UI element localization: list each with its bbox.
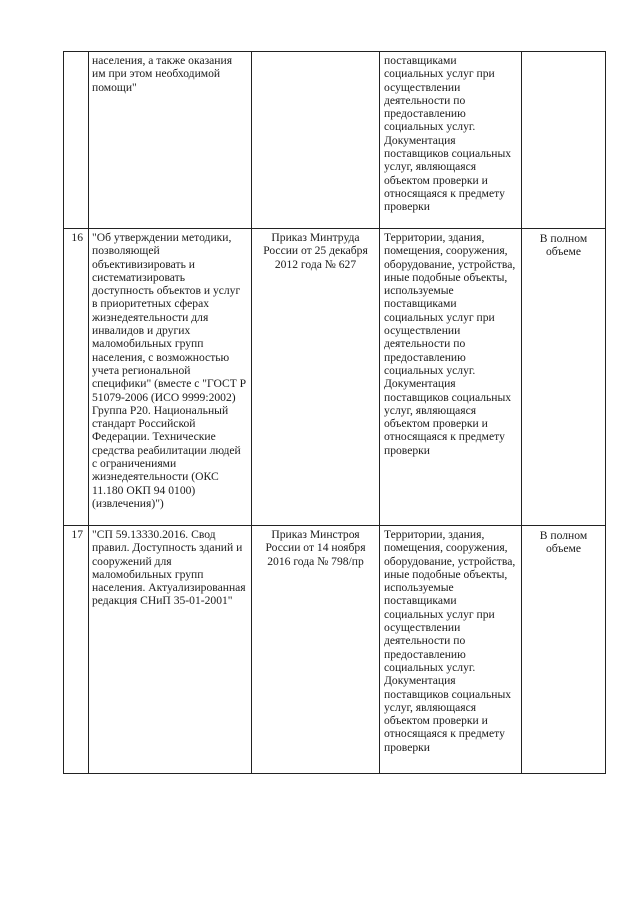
- inspection-objects-cell: [380, 52, 522, 229]
- document-title-cell: [89, 52, 252, 229]
- inspection-objects-cell: [380, 229, 522, 526]
- scope: В полном объеме: [539, 529, 588, 556]
- row-number: 16: [64, 229, 89, 526]
- scope: В полном объеме: [539, 232, 588, 259]
- approving-act: Приказ Минтруда России от 25 декабря 2012 года № 627: [263, 231, 368, 271]
- document-title-cell: [89, 229, 252, 526]
- table-row: [64, 229, 606, 526]
- inspection-objects: Территории, здания, помещения, сооружения, оборудование, устройства, иные подобные объекты, используемые поставщиками социальных услуг при осуществлении деятельности по предоставлению социальных услуг. Документация поставщиков социальных услуг, являющаяся объектом проверки и относящаяся к предмету проверки: [384, 231, 516, 457]
- approving-act-cell: [252, 52, 380, 229]
- scope-cell: [522, 229, 606, 526]
- row-number: [64, 52, 89, 229]
- scope-cell: [522, 526, 606, 774]
- document-title: "Об утверждении методики, позволяющей объективизировать и систематизировать доступность объектов и услуг в приоритетных сферах жизнедеятельности для инвалидов и других маломобильных групп населения, с возможностью учета региональной специфики" (вместе с "ГОСТ Р 51079-2006 (ИСО 9999:2002) Группа Р20. Национальный стандарт Российской Федерации. Технические средства реабилитации людей с ограничениями жизнедеятельности (ОКС 11.180 ОКП 94 0100) (извлечения)"): [92, 231, 247, 510]
- approving-act-cell: [252, 229, 380, 526]
- inspection-objects: поставщиками социальных услуг при осуществлении деятельности по предоставлению социальных услуг. Документация поставщиков социальных услуг, являющаяся объектом проверки и относящаяся к предмету проверки: [384, 54, 512, 214]
- inspection-objects-cell: [380, 526, 522, 774]
- row-number: 17: [64, 526, 89, 774]
- inspection-objects: Территории, здания, помещения, сооружения, оборудование, устройства, иные подобные объекты, используемые поставщиками социальных услуг при осуществлении деятельности по предоставлению социальных услуг. Документация поставщиков социальных услуг, являющаяся объектом проверки и относящаяся к предмету проверки: [384, 528, 516, 754]
- approving-act-cell: [252, 526, 380, 774]
- table-row: [64, 52, 606, 229]
- scope-cell: [522, 52, 606, 229]
- table-row: [64, 526, 606, 774]
- document-title-cell: [89, 526, 252, 774]
- requirements-table: [63, 51, 606, 774]
- approving-act: Приказ Минстроя России от 14 ноября 2016 года № 798/пр: [265, 528, 366, 568]
- document-title: населения, а также оказания им при этом необходимой помощи": [92, 54, 233, 94]
- document-title: "СП 59.13330.2016. Свод правил. Доступность зданий и сооружений для маломобильных групп населения. Актуализированная редакция СНиП 35-01-2001": [92, 528, 246, 608]
